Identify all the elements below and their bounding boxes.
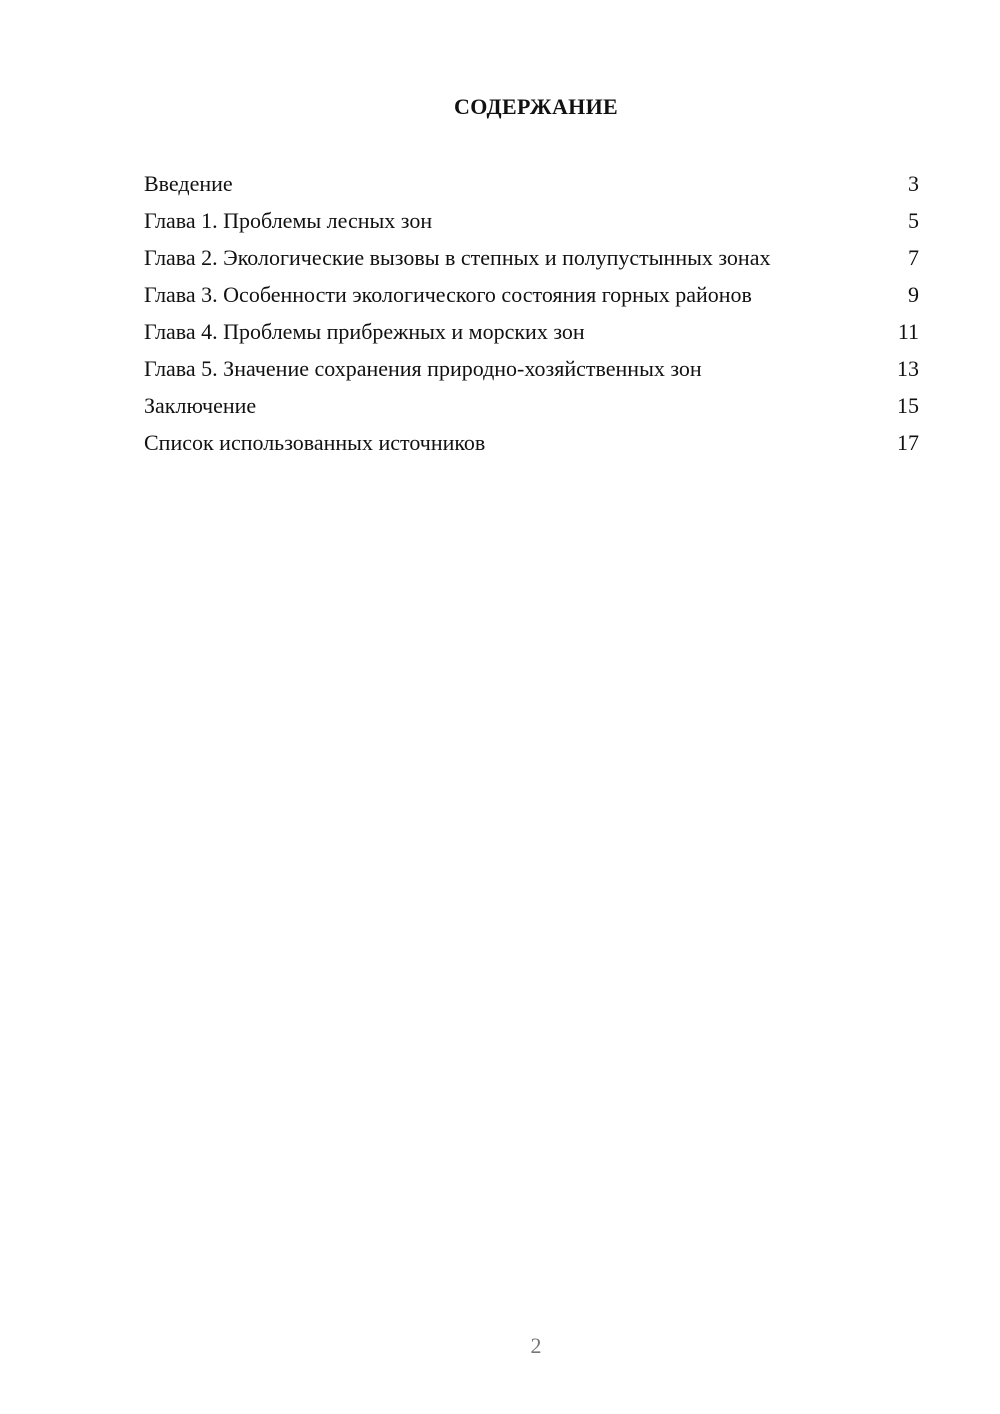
toc-entry-chapter-3	[144, 281, 919, 308]
toc-entry-page: 5	[908, 208, 919, 233]
toc-entry-label: Глава 3. Особенности экологического состояния горных районов	[144, 282, 752, 307]
page-title: СОДЕРЖАНИЕ	[454, 94, 618, 119]
toc-entry-label: Глава 4. Проблемы прибрежных и морских зон	[144, 319, 585, 344]
toc-entry-label: Глава 2. Экологические вызовы в степных и полупустынных зонах	[144, 245, 771, 270]
toc-entry-conclusion	[144, 392, 919, 419]
toc-entry-label: Список использованных источников	[144, 430, 486, 455]
toc-entry-page: 9	[908, 282, 919, 307]
toc-entry-label: Глава 1. Проблемы лесных зон	[144, 208, 433, 233]
toc-entry-chapter-4	[144, 318, 919, 345]
toc-entry-page: 13	[897, 356, 919, 381]
toc-entry-chapter-5	[144, 355, 919, 382]
toc-entry-chapter-2	[144, 244, 919, 271]
toc-entry-introduction	[144, 170, 919, 197]
toc-entry-label: Введение	[144, 171, 233, 196]
table-of-contents	[144, 170, 919, 466]
toc-entry-chapter-1	[144, 207, 919, 234]
toc-entry-page: 17	[897, 430, 919, 455]
toc-entry-references	[144, 429, 919, 456]
toc-entry-label: Заключение	[144, 393, 257, 418]
toc-entry-page: 7	[908, 245, 919, 270]
page-number: 2	[530, 1333, 542, 1358]
toc-entry-page: 3	[908, 171, 919, 196]
toc-entry-page: 15	[897, 393, 919, 418]
toc-entry-label: Глава 5. Значение сохранения природно-хозяйственных зон	[144, 356, 702, 381]
toc-entry-page: 11	[897, 319, 919, 344]
